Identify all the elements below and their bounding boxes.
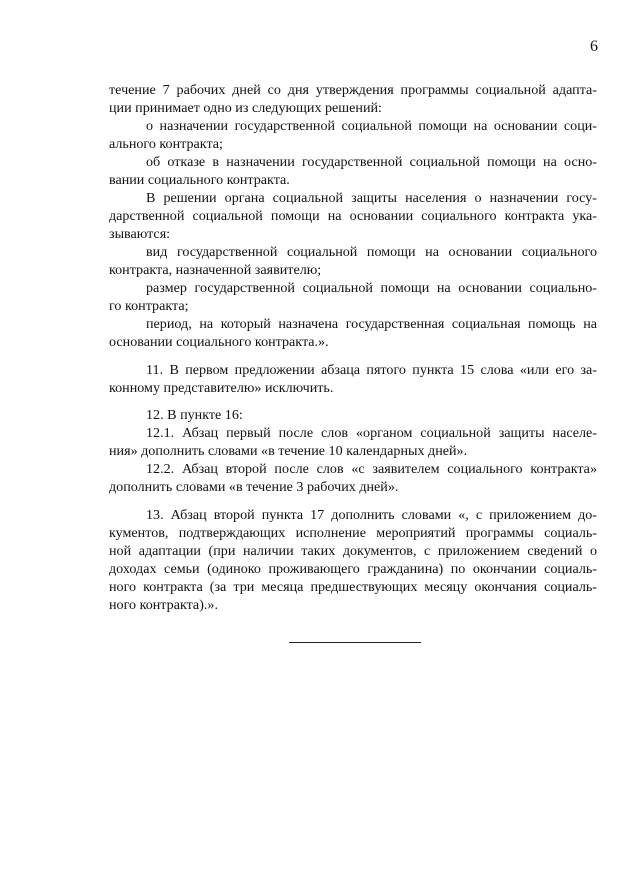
text-line: вид государственной социальной помощи на основании социального [146,244,597,260]
text-line: течение 7 рабочих дней со дня утверждения программы социальной адапта- [109,82,597,98]
text-line: доходах семьи (одиноко проживающего гражданина) по окончании социаль- [109,561,597,577]
text-line: зываются: [109,226,171,242]
text-line: го контракта; [109,298,189,314]
text-line: о назначении государственной социальной помощи на основании соци- [146,118,597,134]
text-line: 12.2. Абзац второй после слов «с заявителем социального контракта» [146,461,597,477]
text-line: 12. В пункте 16: [146,407,243,423]
text-line: 11. В первом предложении абзаца пятого пункта 15 слова «или его за- [146,362,597,378]
text-line: ния» дополнить словами «в течение 10 календарных дней». [109,443,468,459]
text-line: контракта, назначенной заявителю; [109,262,322,278]
text-line: ного контракта (за три месяца предшествующих месяцу окончания социаль- [109,579,597,595]
text-line: ного контракта).». [109,597,218,613]
text-line: В решении органа социальной защиты населения о назначении госу- [146,190,597,206]
text-line: об отказе в назначении государственной социальной помощи на осно- [146,154,597,170]
page-number: 6 [590,38,598,55]
text-line: размер государственной социальной помощи на основании социально- [146,280,597,296]
text-line: ального контракта; [109,136,223,152]
text-line: ции принимает одно из следующих решений: [109,100,382,116]
text-line: кументов, подтверждающих исполнение мероприятий программы социаль- [109,525,597,541]
separator-line [289,642,421,643]
text-line: дарственной социальной помощи на основании социального контракта ука- [109,208,597,224]
text-line: период, на который назначена государственная социальная помощь на [146,316,597,332]
text-line: ной адаптации (при наличии таких документов, с приложением сведений о [109,543,597,559]
text-line: вании социального контракта. [109,172,290,188]
text-line: дополнить словами «в течение 3 рабочих дней». [109,479,399,495]
text-line: основании социального контракта.». [109,334,329,350]
text-line: 13. Абзац второй пункта 17 дополнить словами «, с приложением до- [146,507,597,523]
text-line: 12.1. Абзац первый после слов «органом социальной защиты населе- [146,425,597,441]
text-line: конному представителю» исключить. [109,380,334,396]
